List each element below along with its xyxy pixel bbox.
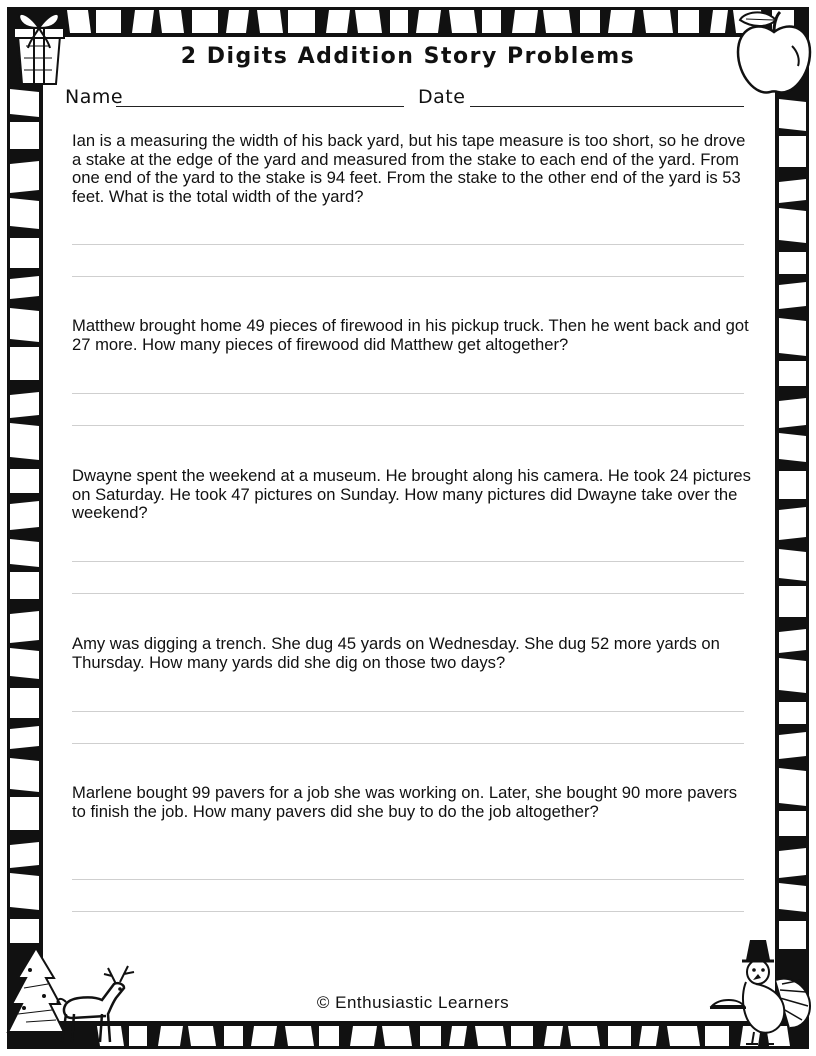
border-stripe [779,208,806,243]
border-stripe [779,732,806,759]
border-stripe [511,1026,533,1046]
border-stripe [10,758,39,792]
border-stripe [779,361,806,386]
border-stripe [10,423,39,460]
border-stripe [10,873,39,910]
border-stripe [382,1026,412,1046]
border-stripe [779,252,806,274]
border-stripe [779,702,806,724]
border-stripe [710,10,728,33]
name-field[interactable] [116,106,404,107]
problem-3-text: Dwayne spent the weekend at a museum. He brought along his camera. He took 24 pictures on Saturday. He took 47 pictures on Sunday. How many pictures did Dwayne take over the weekend? [72,466,751,523]
border-stripe [608,1026,631,1046]
answer-line[interactable] [72,425,744,426]
border-stripe [449,10,477,33]
border-stripe [779,586,806,617]
border-stripe [10,611,39,643]
border-stripe [10,688,39,718]
border-stripe [10,842,39,868]
border-stripe [568,1026,600,1046]
border-stripe [10,797,39,830]
border-stripe [257,10,283,33]
border-stripe [10,347,39,380]
border-stripe [158,1026,183,1046]
border-stripe [449,1026,467,1046]
border-stripe [779,768,806,806]
border-stripe [10,919,39,943]
border-stripe [10,539,39,567]
border-stripe [132,10,154,33]
border-stripe [10,238,39,268]
border-stripe [779,811,806,836]
border-stripe [285,1026,314,1046]
answer-line[interactable] [72,393,744,394]
border-stripe [226,10,249,33]
name-label: Name [65,86,124,108]
border-stripe [188,1026,216,1046]
border-stripe [779,433,806,462]
border-stripe [678,10,699,33]
border-stripe [10,392,39,418]
border-stripe [10,161,39,193]
answer-line[interactable] [72,711,744,712]
copyright-footer: © Enthusiastic Learners [316,993,510,1012]
date-label: Date [418,86,466,108]
border-stripe [512,10,538,33]
border-stripe [288,10,315,33]
border-stripe [643,10,673,33]
answer-line[interactable] [72,879,744,880]
border-stripe [224,1026,243,1046]
border-stripe [482,10,501,33]
border-stripe [10,572,39,599]
problem-4-text: Amy was digging a trench. She dug 45 yards on Wednesday. She dug 52 more yards on Thursday. How many yards did she dig on those two days? [72,634,720,672]
border-stripe [779,318,806,356]
border-stripe [667,1026,700,1046]
border-stripe [608,10,635,33]
border-stripe [10,469,39,493]
border-stripe [779,136,806,167]
border-stripe [251,1026,277,1046]
border-stripe [543,10,572,33]
border-stripe [779,471,806,499]
border-stripe [319,1026,339,1046]
border-stripe [779,99,806,131]
border-stripe [779,658,806,693]
border-stripe [779,848,806,878]
answer-line[interactable] [72,911,744,912]
border-stripe [420,1026,441,1046]
border-stripe [350,1026,377,1046]
border-stripe [10,122,39,149]
answer-line[interactable] [72,561,744,562]
page-title: 2 Digits Addition Story Problems [180,44,636,69]
border-stripe [580,10,600,33]
turkey-pilgrim-icon [706,936,814,1048]
date-field[interactable] [470,106,744,107]
border-stripe [779,398,806,428]
border-stripe [96,10,121,33]
border-stripe [779,883,806,912]
problem-1-text: Ian is a measuring the width of his back yard, but his tape measure is too short, so he drove a stake at the edge of the yard and measured from the stake to each end of the yard. From one end of the yard to the stake is 94 feet. From the stake to the other end of the yard is 53 feet. What is the total width of the yard? [72,131,746,206]
border-stripe [416,10,441,33]
border-stripe [779,507,806,540]
border-stripe [779,549,806,581]
border-stripe [192,10,218,33]
border-stripe [779,282,806,309]
border-stripe [779,629,806,653]
problem-5-text: Marlene bought 99 pavers for a job she was working on. Later, she bought 90 more pavers to finish the job. How many pavers did she buy to do the job altogether? [72,783,738,821]
border-stripe [544,1026,563,1046]
answer-line[interactable] [72,593,744,594]
border-stripe [326,10,350,33]
border-stripe [390,10,408,33]
problem-2-text: Matthew brought home 49 pieces of firewood in his pickup truck. Then he went back and got 27 more. How many pieces of firewood did Matthew get altogether? [72,316,749,354]
border-stripe [10,276,39,299]
answer-line[interactable] [72,743,744,744]
border-stripe [355,10,382,33]
answer-line[interactable] [72,244,744,245]
border-stripe [10,726,39,749]
border-stripe [475,1026,506,1046]
border-stripe [10,89,39,117]
border-stripe [10,308,39,342]
border-stripe [10,501,39,530]
border-stripe [779,179,806,203]
border-stripe [639,1026,659,1046]
answer-line[interactable] [72,276,744,277]
border-stripe [159,10,184,33]
border-stripe [10,198,39,229]
border-stripe [10,648,39,679]
